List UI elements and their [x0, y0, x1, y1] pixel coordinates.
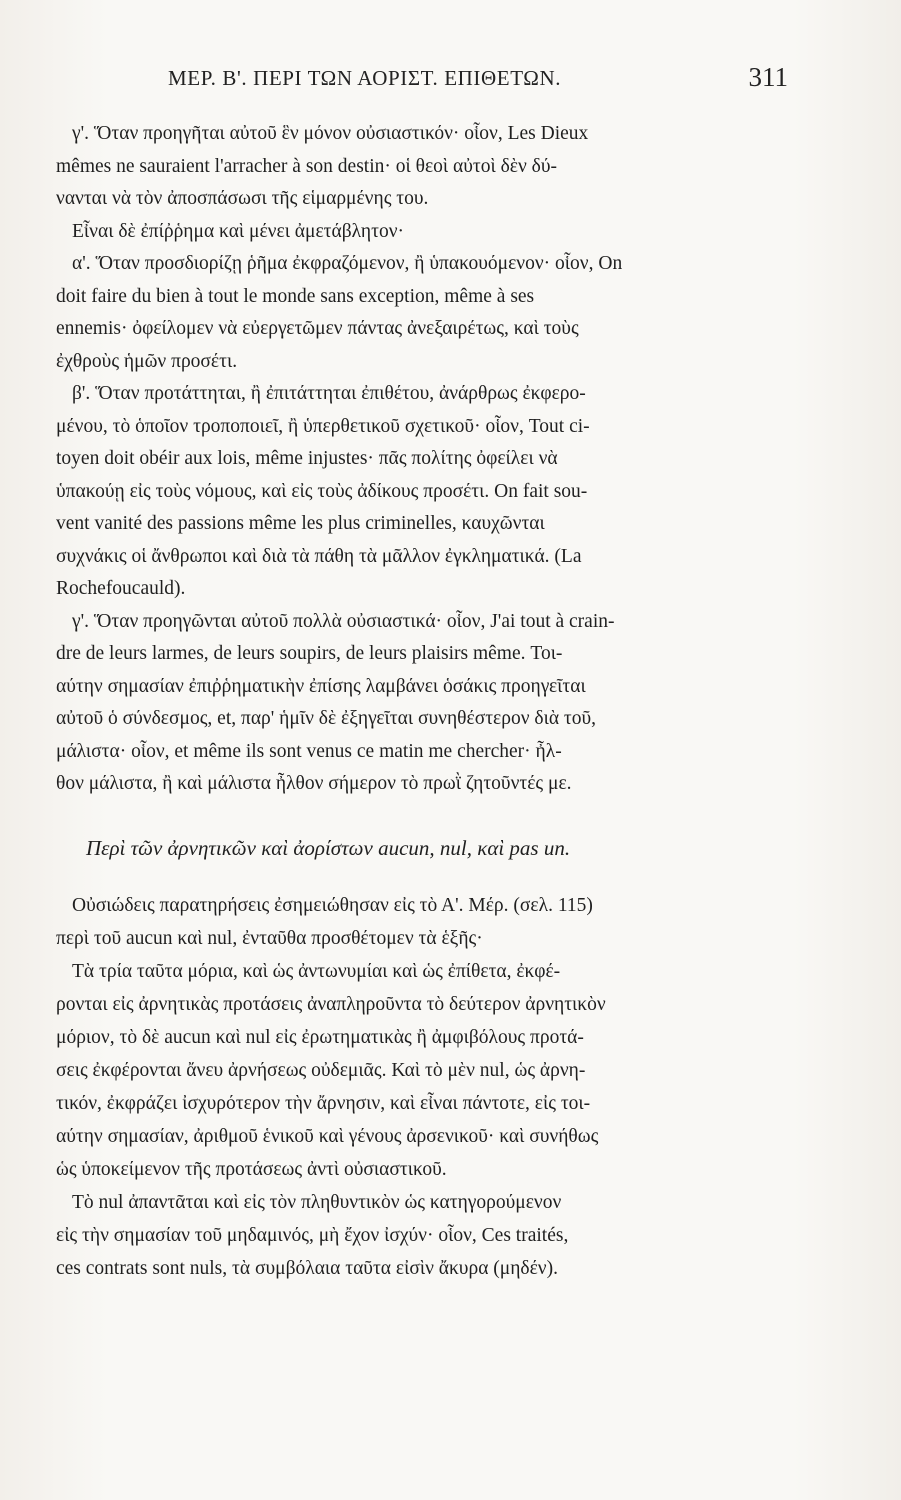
- text-line: αύτην σημασίαν, ἀριθμοῦ ἑνικοῦ καὶ γένους ἀρσενικοῦ· καὶ συνήθως: [56, 1125, 599, 1147]
- text-line: αὐτοῦ ὁ σύνδεσμος, et, παρ' ἡμῖν δὲ ἐξηγεῖται συνηθέστερον διὰ τοῦ,: [56, 708, 597, 729]
- text-line: περὶ τοῦ aucun καὶ nul, ἐνταῦθα προσθέτομεν τὰ ἑξῆς·: [56, 927, 483, 949]
- text-line: θον μάλιστα, ἢ καὶ μάλιστα ἦλθον σήμερον τὸ πρωῒ ζητοῦντές με.: [56, 773, 572, 794]
- text-line: Rochefoucauld).: [56, 578, 186, 599]
- text-line: νανται νὰ τὸν ἀποσπάσωσι τῆς εἱμαρμένης του.: [56, 188, 429, 209]
- text-line: ennemis· ὀφείλομεν νὰ εὐεργετῶμεν πάντας ἀνεξαιρέτως, καὶ τοὺς: [56, 318, 579, 339]
- text-line: αύτην σημασίαν ἐπιῤῥηματικὴν ἐπίσης λαμβάνει ὁσάκις προηγεῖται: [56, 675, 586, 697]
- text-line: μάλιστα· οἷον, et même ils sont venus ce matin me chercher· ἦλ-: [56, 740, 562, 762]
- text-line: γ'. Ὅταν προηγῶνται αὐτοῦ πολλὰ οὐσιαστικά· οἷον, J'ai tout à crain-: [72, 610, 615, 632]
- text-line: toyen doit obéir aux lois, même injustes· πᾶς πολίτης ὀφείλει νὰ: [56, 448, 558, 469]
- lower-text-block: [56, 889, 794, 1285]
- text-line: εἰς τὴν σημασίαν τοῦ μηδαμινός, μὴ ἔχον ἰσχύν· οἷον, Ces traités,: [56, 1224, 569, 1246]
- page-number: 311: [748, 62, 788, 92]
- text-line: ces contrats sont nuls, τὰ συμβόλαια ταῦτα εἰσὶν ἄκυρα (μηδέν).: [56, 1257, 558, 1279]
- text-line: dre de leurs larmes, de leurs soupirs, de leurs plaisirs même. Τοι-: [56, 643, 563, 664]
- text-line: Τὸ nul ἀπαντᾶται καὶ εἰς τὸν πληθυντικὸν ὡς κατηγορούμενον: [72, 1191, 562, 1213]
- text-line: ρονται εἰς ἀρνητικὰς προτάσεις ἀναπληροῦντα τὸ δεύτερον ἀρνητικὸν: [56, 993, 606, 1015]
- text-line: doit faire du bien à tout le monde sans exception, même à ses: [56, 285, 535, 307]
- running-head: ΜΕΡ. Β'. ΠΕΡΙ ΤΩΝ ΑΟΡΙΣΤ. ΕΠΙΘΕΤΩΝ.: [168, 66, 562, 90]
- text-line: μένου, τὸ ὁποῖον τροποποιεῖ, ἢ ὑπερθετικοῦ σχετικοῦ· οἷον, Tout ci-: [56, 415, 590, 437]
- text-line: Εἶναι δὲ ἐπίῤῥημα καὶ μένει ἀμετάβλητον·: [72, 220, 405, 242]
- text-line: vent vanité des passions même les plus criminelles, καυχῶνται: [56, 513, 545, 534]
- text-line: ὑπακούῃ εἰς τοὺς νόμους, καὶ εἰς τοὺς ἀδίκους προσέτι. On fait sou-: [56, 480, 588, 502]
- text-line: σεις ἐκφέρονται ἄνευ ἀρνήσεως οὐδεμιᾶς. Καὶ τὸ μὲν nul, ὡς ἀρνη-: [56, 1059, 586, 1081]
- text-line: μόριον, τὸ δὲ aucun καὶ nul εἰς ἐρωτηματικὰς ἢ ἀμφιβόλους προτά-: [56, 1026, 584, 1048]
- page-header: [168, 62, 788, 102]
- text-line: συχνάκις οἱ ἄνθρωποι καὶ διὰ τὰ πάθη τὰ μᾶλλον ἐγκληματικά. (La: [56, 545, 582, 567]
- text-line: ὡς ὑποκείμενον τῆς προτάσεως ἀντὶ οὐσιαστικοῦ.: [56, 1158, 447, 1180]
- section-title: Περὶ τῶν ἀρνητικῶν καὶ ἀορίστων aucun, nul, καὶ pas un.: [86, 835, 571, 860]
- text-line: Οὐσιώδεις παρατηρήσεις ἐσημειώθησαν εἰς τὸ Α'. Μέρ. (σελ. 115): [72, 894, 593, 916]
- text-line: β'. Ὅταν προτάττηται, ἢ ἐπιτάττηται ἐπιθέτου, ἀνάρθρως ἐκφερο-: [72, 383, 586, 404]
- text-line: γ'. Ὅταν προηγῆται αὐτοῦ ἓν μόνον οὐσιαστικόν· οἷον, Les Dieux: [72, 123, 589, 144]
- text-line: τικόν, ἐκφράζει ἰσχυρότερον τὴν ἄρνησιν, καὶ εἶναι πάντοτε, εἰς τοι-: [56, 1092, 591, 1114]
- text-line: ἐχθροὺς ἡμῶν προσέτι.: [56, 350, 238, 372]
- text-line: mêmes ne sauraient l'arracher à son destin· οἱ θεοὶ αὐτοὶ δὲν δύ-: [56, 155, 558, 177]
- text-line: Τὰ τρία ταῦτα μόρια, καὶ ὡς ἀντωνυμίαι καὶ ὡς ἐπίθετα, ἐκφέ-: [72, 960, 561, 982]
- text-line: α'. Ὅταν προσδιορίζῃ ῥῆμα ἐκφραζόμενον, ἢ ὑπακουόμενον· οἷον, On: [72, 253, 623, 274]
- upper-text-block: [56, 118, 794, 801]
- body-text: [56, 118, 794, 1285]
